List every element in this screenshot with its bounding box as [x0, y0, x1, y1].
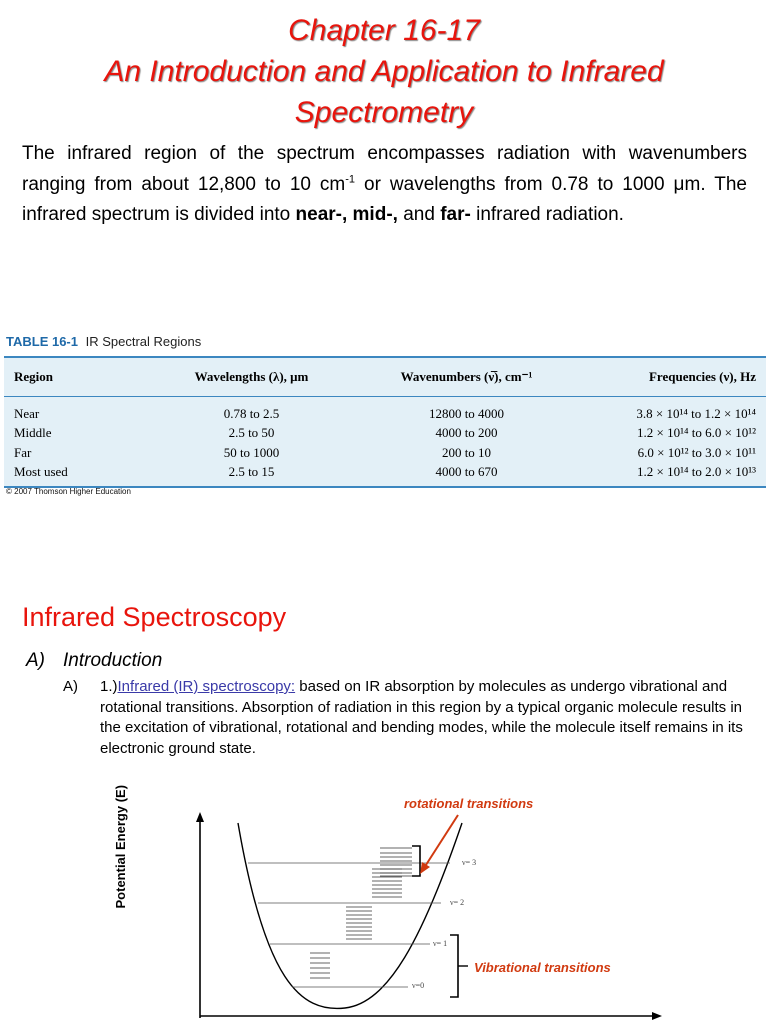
data-table [4, 358, 766, 482]
level-label-v0: ν=0 [412, 981, 425, 990]
item-body: based on IR absorption by molecules as undergo vibrational and rotational transitions. Absorption of radiation in this region by a typical organic molecule results in the excitation of vibrational, rotational and bending modes, while the molecule itself remains in its electronic ground state. [100, 678, 743, 757]
table-cell: 6.0 × 10¹² to 3.0 × 10¹¹ [637, 444, 756, 460]
table-cell: 1.2 × 10¹⁴ to 6.0 × 10¹² [637, 425, 756, 441]
rotational-arrowhead [420, 862, 430, 874]
section-heading: Infrared Spectroscopy [22, 602, 287, 632]
vibrational-transitions-label: Vibrational transitions [474, 960, 611, 975]
table-cell: 50 to 1000 [223, 444, 280, 460]
table-cell: Far [14, 444, 32, 460]
table-cell: 0.78 to 2.5 [223, 405, 280, 421]
intro-text-3: and [397, 204, 441, 225]
table-header-row [4, 358, 766, 397]
sub-heading-label: A) [26, 650, 45, 671]
intro-paragraph [22, 139, 747, 231]
title-line-2: An Introduction and Application to Infrared [104, 55, 664, 88]
table-cell: 4000 to 670 [435, 464, 498, 480]
item-number: 1.) [100, 678, 118, 695]
table-row [4, 424, 766, 444]
table-row [4, 443, 766, 463]
item-paragraph [100, 677, 750, 759]
intro-text-4: infrared radiation. [470, 204, 624, 225]
table-cell: 1.2 × 10¹⁴ to 2.0 × 10¹³ [637, 464, 756, 480]
table-cell: 3.8 × 10¹⁴ to 1.2 × 10¹⁴ [636, 405, 756, 421]
table-row [4, 463, 766, 483]
intro-text-1: The infrared region of the spectrum encompasses radiation with wavenumbers ranging from about 12,800 to 10 cm [22, 143, 747, 195]
header-frequencies: Frequencies (ν), Hz [574, 358, 766, 397]
page-title [0, 10, 768, 133]
header-region: Region [4, 358, 144, 397]
table-cell: 4000 to 200 [435, 425, 498, 441]
level-label-v2: ν= 2 [450, 898, 465, 907]
title-line-1: Chapter 16-17 [288, 14, 480, 47]
header-wavenumbers: Wavenumbers (ν̅), cm⁻¹ [359, 358, 574, 397]
table-name: IR Spectral Regions [85, 334, 202, 349]
table-cell: 12800 to 4000 [428, 405, 505, 421]
table-copyright: © 2007 Thomson Higher Education [6, 487, 131, 496]
table-number: TABLE 16-1 [6, 334, 78, 349]
item-colon: : [290, 678, 296, 695]
intro-superscript: -1 [345, 173, 356, 186]
ir-spectroscopy-link[interactable]: Infrared (IR) spectroscopy [117, 678, 291, 695]
intro-bold-near-mid: near-, mid-, [295, 204, 398, 225]
x-axis-arrowhead [652, 1012, 662, 1020]
potential-energy-curve [238, 823, 465, 1008]
rotational-bracket [412, 846, 420, 876]
table-cell: Most used [14, 464, 68, 480]
intro-bold-far: far- [440, 204, 471, 225]
header-wavelengths: Wavelengths (λ), μm [144, 358, 359, 397]
level-label-v1: ν= 1 [433, 939, 448, 948]
energy-level-diagram [150, 790, 670, 1022]
sub-heading [26, 650, 162, 672]
item-label: A) [63, 678, 78, 695]
rotational-levels-1 [346, 907, 372, 939]
level-label-v3: ν= 3 [462, 858, 477, 867]
table-cell: 200 to 10 [441, 444, 492, 460]
table-cell: Middle [14, 425, 52, 441]
table-caption [6, 334, 201, 349]
intro-text-2: or wavelengths from 0.78 to 1000 μm. The infrared spectrum is divided into [22, 173, 747, 225]
table-row [4, 397, 766, 424]
rotational-arrow [424, 815, 458, 868]
title-line-3: Spectrometry [294, 96, 474, 129]
y-axis-arrowhead [196, 812, 204, 822]
ir-regions-table [4, 356, 766, 488]
y-axis-label: Potential Energy (E) [113, 784, 129, 909]
rotational-transitions-label: rotational transitions [404, 796, 534, 811]
vibrational-bracket [450, 935, 458, 997]
table-cell: 2.5 to 50 [228, 425, 275, 441]
sub-heading-title: Introduction [63, 650, 163, 671]
rotational-levels-0 [310, 953, 330, 978]
table-cell: 2.5 to 15 [228, 464, 275, 480]
rotational-levels-3 [380, 848, 412, 876]
table-cell: Near [14, 405, 40, 421]
